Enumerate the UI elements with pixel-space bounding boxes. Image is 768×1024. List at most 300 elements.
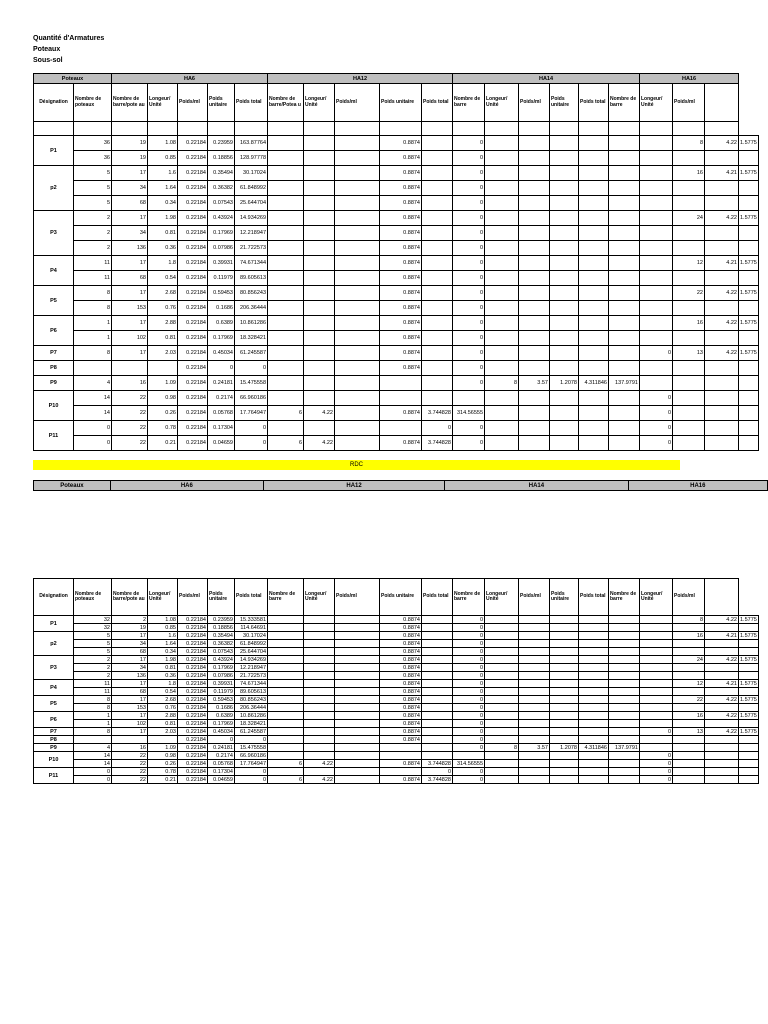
table-cell: 25.644704	[235, 648, 268, 656]
table-cell: 0.22184	[178, 640, 208, 648]
table-cell: 1.98	[148, 656, 178, 664]
table-cell	[739, 376, 759, 391]
table-cell	[550, 704, 579, 712]
table-cell: 0.6389	[208, 712, 235, 720]
table-cell	[485, 656, 519, 664]
col-poids-total: Poids total	[579, 579, 609, 616]
table-cell: 0	[453, 331, 485, 346]
col-empty	[705, 84, 739, 122]
table-cell	[268, 211, 304, 226]
table-cell	[550, 316, 579, 331]
table-cell	[609, 720, 640, 728]
table-cell: 14.934269	[235, 211, 268, 226]
table-cell: 17	[112, 632, 148, 640]
table-cell	[739, 688, 759, 696]
col-nb-barre: Nombre de barre	[268, 579, 304, 616]
designation-cell: P9	[34, 744, 74, 752]
table-cell	[304, 752, 335, 760]
table-cell	[640, 256, 673, 271]
table-cell	[485, 301, 519, 316]
table-cell: 0.8874	[380, 696, 422, 704]
table-cell	[380, 391, 422, 406]
table-cell: 0	[453, 672, 485, 680]
table-cell	[579, 421, 609, 436]
table-cell	[485, 136, 519, 151]
table-cell: 0.23959	[208, 136, 235, 151]
table-cell	[380, 376, 422, 391]
table-cell: 0	[453, 136, 485, 151]
table-cell: 11	[74, 680, 112, 688]
table-cell	[579, 286, 609, 301]
table-cell	[609, 136, 640, 151]
table-cell: 61.848992	[235, 181, 268, 196]
col-longueur: Longeur/ Unité	[485, 84, 519, 122]
table-cell	[485, 421, 519, 436]
table-cell: 0.8874	[380, 361, 422, 376]
table-cell	[485, 736, 519, 744]
table-cell: 13	[673, 346, 705, 361]
col-poids-unitaire: Poids unitaire	[550, 84, 579, 122]
table-cell: 6	[268, 406, 304, 421]
table-cell	[519, 656, 550, 664]
table-cell	[609, 196, 640, 211]
table-cell	[304, 664, 335, 672]
table-cell: 14	[74, 406, 112, 421]
table-cell: 1.2078	[550, 744, 579, 752]
col-poids-ml: Poids/ml	[519, 579, 550, 616]
table-cell: 0.22184	[178, 624, 208, 632]
table-cell	[519, 256, 550, 271]
table-cell	[705, 241, 739, 256]
table-cell: 8	[74, 301, 112, 316]
table-cell	[519, 640, 550, 648]
col-nb-barre-poteau: Nombre de barre/pote au	[112, 579, 148, 616]
table-cell	[422, 316, 453, 331]
table-cell	[640, 696, 673, 704]
table-cell	[673, 181, 705, 196]
table-cell	[579, 696, 609, 704]
table-cell: 0	[208, 736, 235, 744]
table-cell	[485, 688, 519, 696]
table-cell	[380, 421, 422, 436]
table-cell: 0.21	[148, 776, 178, 784]
table-cell: 4.22	[705, 656, 739, 664]
table-cell	[609, 301, 640, 316]
table-cell	[422, 616, 453, 624]
table-cell	[335, 241, 380, 256]
col-poids-total: Poids total	[235, 579, 268, 616]
table-cell	[485, 664, 519, 672]
table-cell: 0	[640, 768, 673, 776]
table-cell	[304, 316, 335, 331]
table-cell: 0.18856	[208, 624, 235, 632]
table-cell: 0.8874	[380, 256, 422, 271]
table-cell	[335, 744, 380, 752]
table-cell	[485, 151, 519, 166]
table-cell: 8	[485, 744, 519, 752]
table-cell: 4	[74, 376, 112, 391]
table-cell: 0	[453, 421, 485, 436]
col-poids-total: Poids total	[235, 84, 268, 122]
table-cell	[304, 680, 335, 688]
table-cell	[335, 696, 380, 704]
table-cell: 0.36382	[208, 181, 235, 196]
table-cell	[304, 271, 335, 286]
table-cell	[673, 331, 705, 346]
table-row	[34, 181, 759, 196]
table-cell: 1.8	[148, 680, 178, 688]
table-cell: 0.8874	[380, 166, 422, 181]
table-cell	[640, 376, 673, 391]
table-row	[34, 688, 759, 696]
table-cell: 0.17969	[208, 226, 235, 241]
table-cell	[485, 331, 519, 346]
col-poids-total: Poids total	[579, 84, 609, 122]
table-cell	[609, 241, 640, 256]
table-cell: 0.81	[148, 664, 178, 672]
table-cell	[550, 736, 579, 744]
table-cell: 0	[453, 728, 485, 736]
table-cell: 17	[112, 286, 148, 301]
table-cell: 1	[74, 331, 112, 346]
table-cell: 0.39931	[208, 680, 235, 688]
table-row	[34, 704, 759, 712]
table-cell	[579, 136, 609, 151]
table-cell	[422, 696, 453, 704]
table-cell	[268, 286, 304, 301]
table-cell	[304, 704, 335, 712]
table-cell	[640, 166, 673, 181]
table-cell	[579, 406, 609, 421]
table-cell	[579, 688, 609, 696]
rdc-band: RDC	[33, 460, 680, 470]
table-cell: 0.22184	[178, 436, 208, 451]
table-cell: 34	[112, 664, 148, 672]
table-cell: 0	[422, 421, 453, 436]
table-cell: 0.22184	[178, 331, 208, 346]
table-cell: 0.07986	[208, 241, 235, 256]
table-cell: 22	[112, 768, 148, 776]
table-cell	[335, 752, 380, 760]
table-cell	[268, 648, 304, 656]
table-cell: 17	[112, 656, 148, 664]
table-cell: 4.22	[304, 760, 335, 768]
table-cell: 0	[453, 181, 485, 196]
table-cell	[519, 331, 550, 346]
table-cell: 0.8874	[380, 181, 422, 196]
table-cell: 1.5775	[739, 136, 759, 151]
table-cell	[673, 271, 705, 286]
table-cell	[579, 226, 609, 241]
table-cell	[739, 648, 759, 656]
table-cell	[640, 656, 673, 664]
table-cell	[550, 241, 579, 256]
table-row	[34, 376, 759, 391]
table-cell: 32	[74, 616, 112, 624]
table-cell: 16	[673, 166, 705, 181]
header-title: Quantité d'Armatures	[33, 35, 105, 42]
col-nb-barre: Nombre de barre	[453, 579, 485, 616]
table-cell	[550, 256, 579, 271]
designation-cell: P3	[34, 656, 74, 680]
table-cell	[609, 166, 640, 181]
table-cell	[609, 728, 640, 736]
table-cell	[640, 744, 673, 752]
table-cell: 16	[112, 376, 148, 391]
col-poids-unitaire: Poids unitaire	[550, 579, 579, 616]
table-cell	[579, 181, 609, 196]
table-cell: 0	[453, 720, 485, 728]
table-cell: 0.8874	[380, 316, 422, 331]
table-cell: 4.22	[705, 346, 739, 361]
table-cell	[579, 680, 609, 688]
table-cell: 2	[74, 656, 112, 664]
table-row	[34, 696, 759, 704]
table-cell	[519, 346, 550, 361]
table-cell	[640, 316, 673, 331]
col-longueur: Longeur/ Unité	[304, 84, 335, 122]
table-cell: 0	[453, 256, 485, 271]
table-cell: 0.22184	[178, 720, 208, 728]
table-cell: 0.98	[148, 391, 178, 406]
table-cell: 0.8874	[380, 680, 422, 688]
table-cell: 0.54	[148, 271, 178, 286]
table-cell	[519, 151, 550, 166]
table-cell: 12.218947	[235, 226, 268, 241]
table-cell: 0.22184	[178, 361, 208, 376]
table-cell	[579, 664, 609, 672]
table-cell	[673, 768, 705, 776]
table-cell: 8	[673, 136, 705, 151]
table-cell: 8	[74, 704, 112, 712]
table-cell	[519, 664, 550, 672]
table-cell: 0.43924	[208, 211, 235, 226]
table-cell	[422, 226, 453, 241]
table-cell	[579, 271, 609, 286]
table-cell	[609, 688, 640, 696]
table-cell	[739, 196, 759, 211]
table-cell	[304, 226, 335, 241]
table-cell	[640, 136, 673, 151]
table-cell	[609, 406, 640, 421]
table-cell: 0.36	[148, 241, 178, 256]
table-cell: 0.45034	[208, 728, 235, 736]
table-cell	[380, 744, 422, 752]
table-cell: 136	[112, 241, 148, 256]
table-cell	[579, 776, 609, 784]
table-cell	[304, 720, 335, 728]
table-cell: 14	[74, 391, 112, 406]
table-cell: 0	[453, 744, 485, 752]
table-cell: 0.22184	[178, 696, 208, 704]
table-cell: 0.24181	[208, 744, 235, 752]
table-cell: 17	[112, 728, 148, 736]
table-cell	[519, 406, 550, 421]
table-cell	[112, 736, 148, 744]
table-cell	[550, 624, 579, 632]
table-cell	[519, 632, 550, 640]
table-cell: 0.8874	[380, 241, 422, 256]
table-cell	[335, 640, 380, 648]
table-row	[34, 672, 759, 680]
table-cell: 0.6389	[208, 316, 235, 331]
table-cell	[609, 181, 640, 196]
table-cell: 0.78	[148, 768, 178, 776]
table-cell	[640, 664, 673, 672]
table-cell: 17	[112, 166, 148, 181]
table-cell	[148, 736, 178, 744]
table-cell: 3.57	[519, 744, 550, 752]
table-cell	[268, 166, 304, 181]
table-cell	[609, 211, 640, 226]
table-cell	[335, 316, 380, 331]
table-cell: 5	[74, 632, 112, 640]
table-cell	[268, 421, 304, 436]
table-cell	[739, 391, 759, 406]
table-cell: 0.05768	[208, 406, 235, 421]
table-row	[34, 736, 759, 744]
table-cell: 0.22184	[178, 421, 208, 436]
table-cell	[519, 391, 550, 406]
table-cell	[485, 271, 519, 286]
table-cell: 2	[74, 664, 112, 672]
table-cell: 0.8874	[380, 760, 422, 768]
table-cell: 137.9791	[609, 376, 640, 391]
table-cell: 89.605613	[235, 688, 268, 696]
table-cell	[550, 688, 579, 696]
table-cell: 0.8874	[380, 616, 422, 624]
table-cell: 1.09	[148, 744, 178, 752]
table-cell	[335, 656, 380, 664]
table-cell: 1.5775	[739, 346, 759, 361]
table-cell	[673, 776, 705, 784]
table-cell: 22	[112, 752, 148, 760]
table-cell	[422, 728, 453, 736]
designation-cell: P8	[34, 361, 74, 376]
table-cell	[519, 361, 550, 376]
table-cell: 22	[673, 286, 705, 301]
table-cell	[550, 632, 579, 640]
table-cell: 0.22184	[178, 286, 208, 301]
table-cell: 1.5775	[739, 316, 759, 331]
table-cell	[673, 406, 705, 421]
table-row	[34, 391, 759, 406]
table-cell: 0.17969	[208, 331, 235, 346]
table-cell	[268, 736, 304, 744]
table-cell	[304, 632, 335, 640]
group-poteaux: Poteaux	[34, 74, 112, 84]
table-cell: 66.960186	[235, 391, 268, 406]
table-cell	[268, 301, 304, 316]
table-cell	[673, 301, 705, 316]
table-cell: 12	[673, 680, 705, 688]
table-cell: 0.8874	[380, 211, 422, 226]
designation-cell: p2	[34, 166, 74, 211]
table-cell	[673, 226, 705, 241]
table-cell: 16	[673, 712, 705, 720]
table-cell	[705, 640, 739, 648]
table-cell: 3.57	[519, 376, 550, 391]
col-poids-unitaire: Poids unitaire	[208, 84, 235, 122]
table-cell: 0	[453, 301, 485, 316]
table-cell	[609, 760, 640, 768]
table-cell	[304, 241, 335, 256]
table-cell: 4.22	[304, 776, 335, 784]
table-cell: 8	[74, 696, 112, 704]
table-cell	[335, 301, 380, 316]
table-cell: 2	[74, 226, 112, 241]
table-cell: 0.8874	[380, 151, 422, 166]
table-cell	[422, 361, 453, 376]
table-cell	[519, 688, 550, 696]
table-cell: 0.22184	[178, 271, 208, 286]
table-cell	[579, 346, 609, 361]
table-row	[34, 136, 759, 151]
table-cell	[640, 648, 673, 656]
designation-cell: P10	[34, 391, 74, 421]
table-cell	[739, 241, 759, 256]
table-cell	[640, 241, 673, 256]
table-cell	[673, 196, 705, 211]
table-cell	[335, 151, 380, 166]
table-row	[34, 648, 759, 656]
table-cell: 1.64	[148, 181, 178, 196]
table-cell: 1.8	[148, 256, 178, 271]
table-cell: 4.22	[705, 136, 739, 151]
table-cell: 1.5775	[740, 696, 757, 703]
table-cell	[640, 736, 673, 744]
table-cell	[579, 301, 609, 316]
table-cell	[579, 704, 609, 712]
table-cell	[268, 346, 304, 361]
table-cell: 0.35494	[208, 166, 235, 181]
table-cell: 0.34	[148, 196, 178, 211]
table-cell: 15.475558	[235, 744, 268, 752]
table-cell	[550, 421, 579, 436]
table-cell	[268, 688, 304, 696]
table-cell	[705, 196, 739, 211]
table-cell: 74.671344	[235, 680, 268, 688]
table-cell	[739, 406, 759, 421]
table-cell	[335, 736, 380, 744]
table-cell: 0	[453, 712, 485, 720]
table-cell: 24	[673, 211, 705, 226]
table-cell	[519, 696, 550, 704]
table-cell	[519, 760, 550, 768]
table-row	[34, 166, 759, 181]
table-cell: 2.03	[148, 346, 178, 361]
table-cell: 22	[112, 391, 148, 406]
table-cell: 0	[453, 736, 485, 744]
table-cell	[739, 760, 759, 768]
table-cell	[550, 648, 579, 656]
designation-cell: P5	[34, 696, 74, 712]
table-cell	[422, 712, 453, 720]
table-cell: 0.04659	[208, 776, 235, 784]
table-row	[34, 776, 759, 784]
table-cell: 0	[640, 728, 673, 736]
table-cell: 0.22184	[178, 680, 208, 688]
col-poids-ml: Poids/ml	[673, 84, 705, 122]
table-cell: 0	[453, 226, 485, 241]
table-cell	[673, 436, 705, 451]
table-cell: 0.8874	[380, 624, 422, 632]
table-cell: 0.59453	[208, 286, 235, 301]
table-cell: 66.960186	[235, 752, 268, 760]
table-cell	[640, 632, 673, 640]
table-cell	[335, 286, 380, 301]
table-cell	[268, 151, 304, 166]
